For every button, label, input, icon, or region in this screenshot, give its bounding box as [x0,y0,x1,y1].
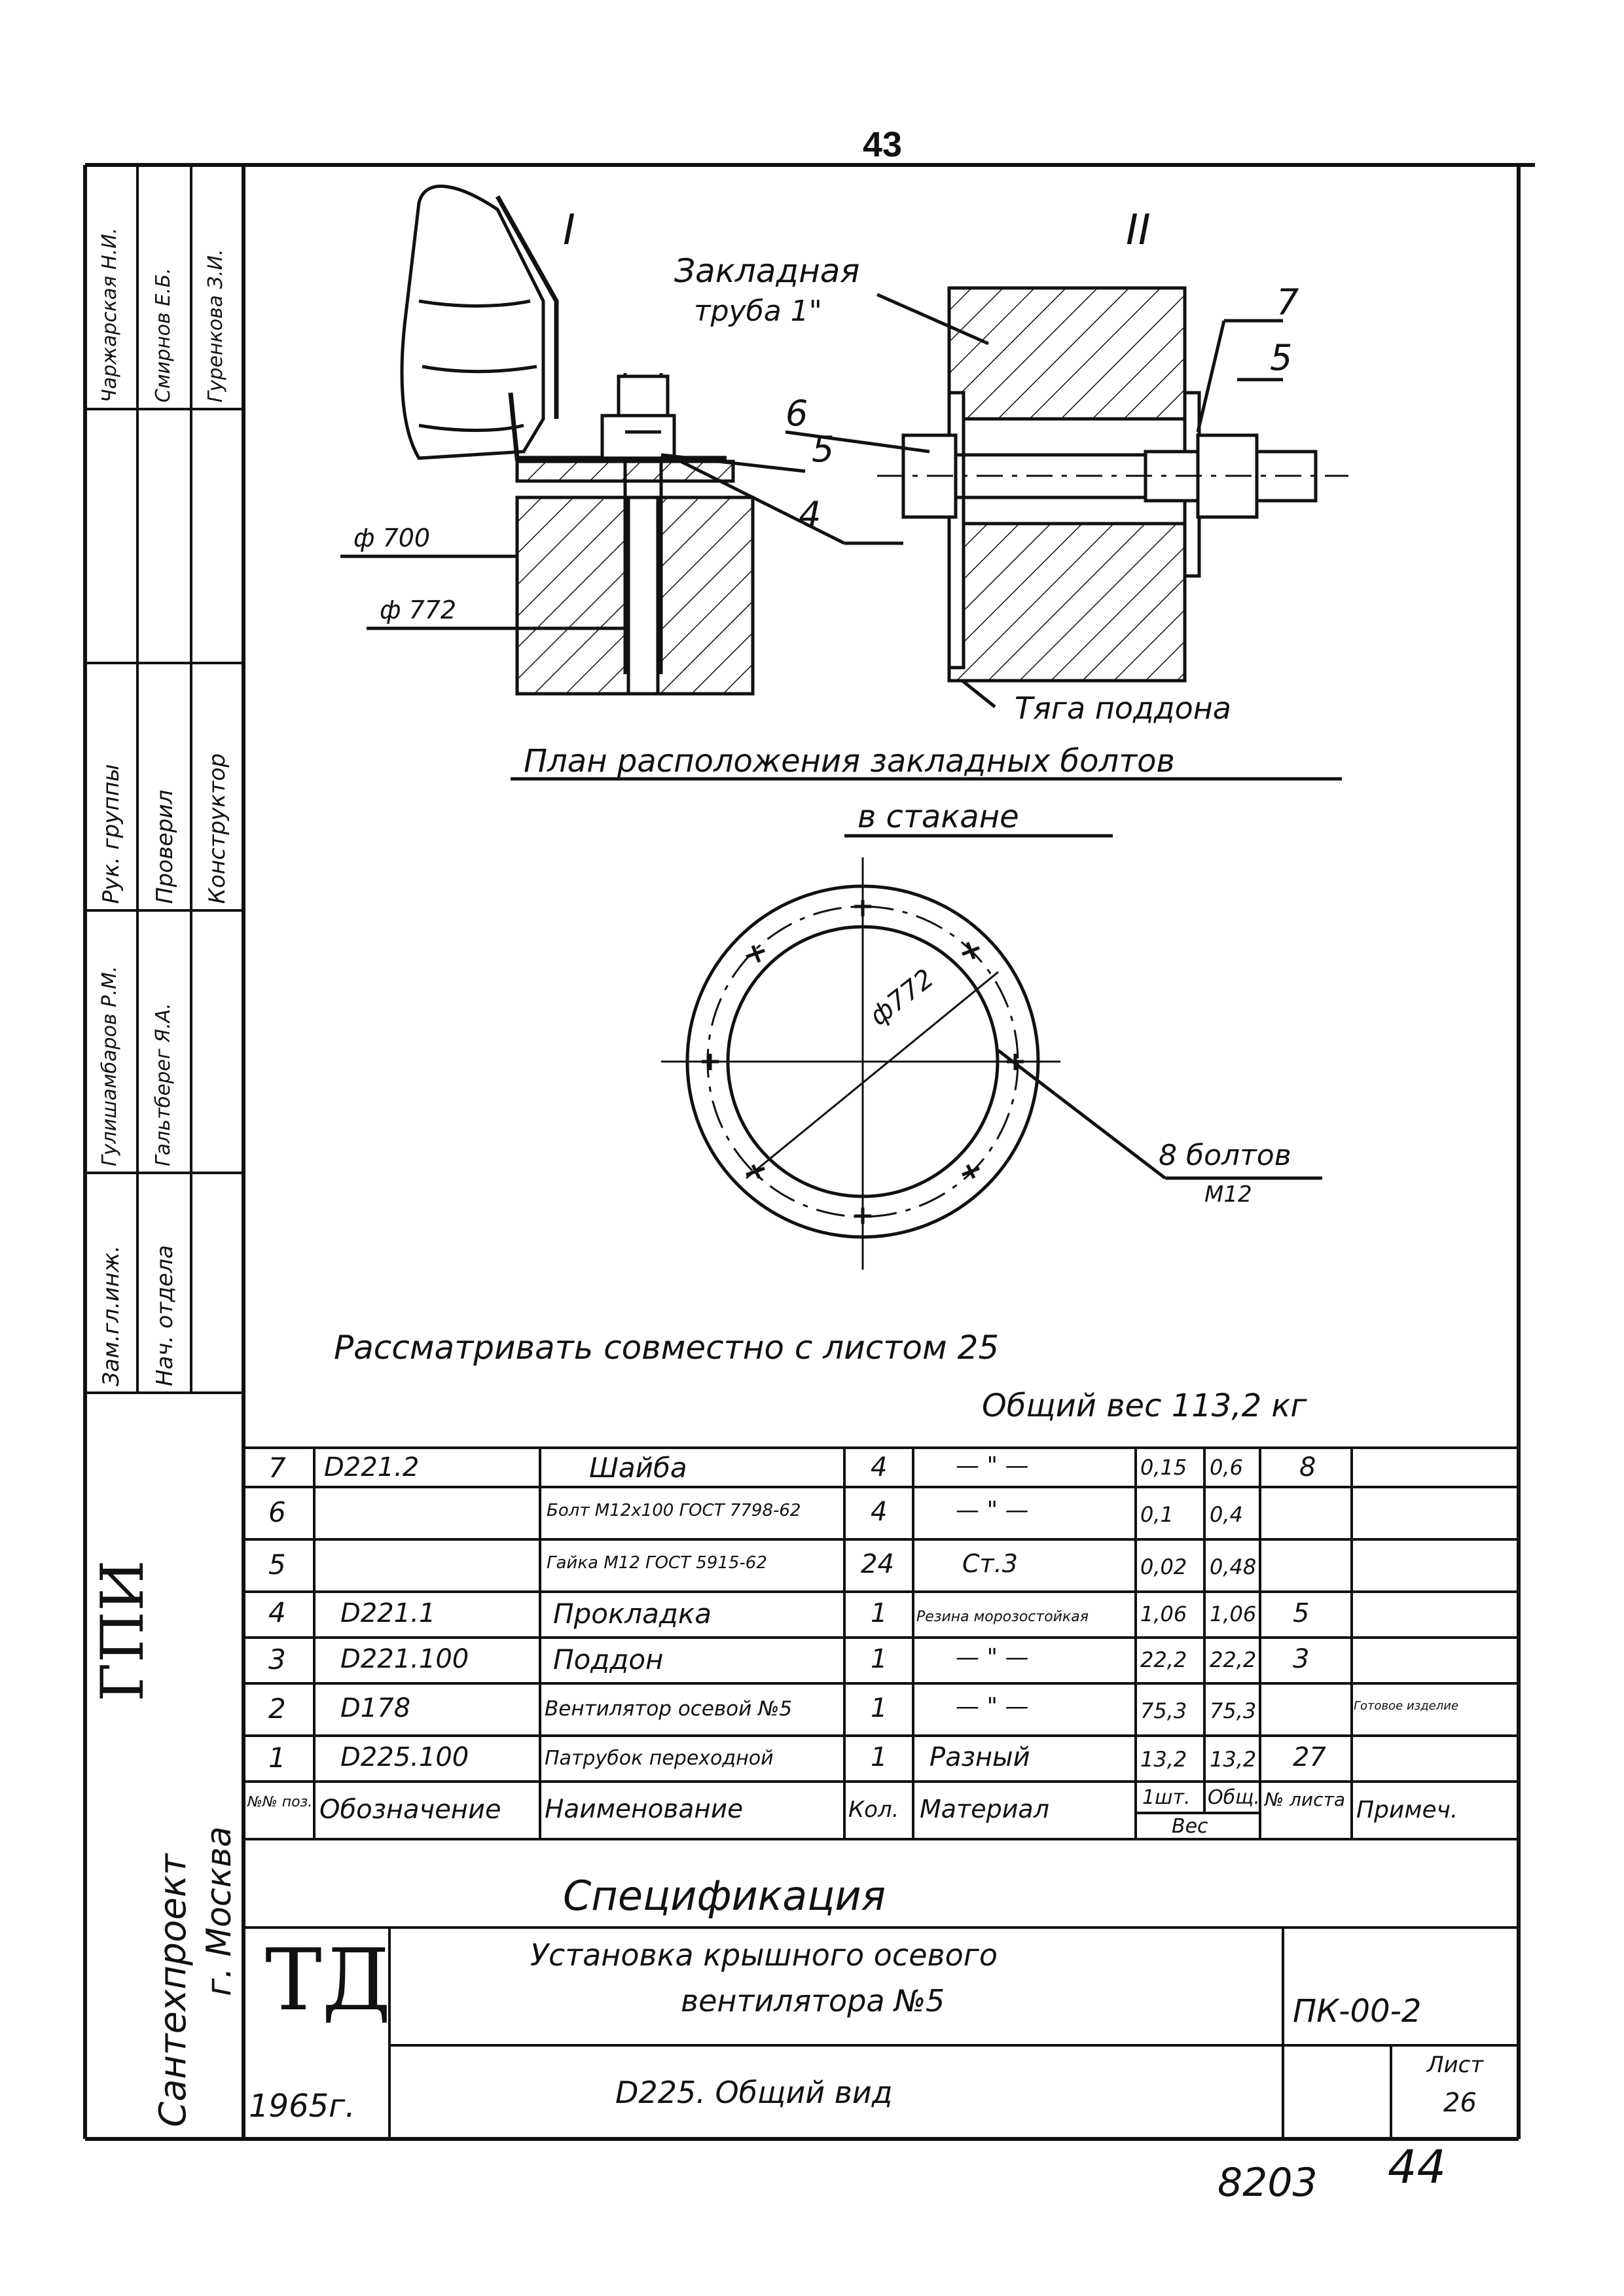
circle-dimension: ф772 [864,963,940,1032]
view-1-label: I [563,206,575,255]
table-cell-qty: 1 [871,1598,888,1628]
table-cell-weight-unit: 22,2 [1140,1647,1187,1672]
table-cell-pos: 5 [268,1549,286,1581]
callout-5-view-2: 5 [1270,337,1293,378]
page-number-top: 43 [863,125,903,164]
header-weight: Вес [1172,1815,1208,1838]
strip-role-dept-head: Нач. отдела [152,1245,178,1386]
view-2-label: II [1126,206,1151,255]
table-cell-name: Вентилятор осевой №5 [545,1697,793,1721]
table-cell-material: — " — [956,1452,1029,1479]
header-weight-total: Общ. [1208,1786,1260,1809]
table-cell-pos: 6 [268,1496,286,1528]
description-line-2: вентилятора №5 [681,1983,945,2018]
drawing-name: D225. Общий вид [615,2075,893,2110]
sheet-number: 26 [1443,2088,1477,2118]
table-cell-pos: 2 [268,1693,286,1725]
embedded-pipe-label: Закладная [674,252,860,290]
table-cell-sheet: 5 [1293,1598,1310,1628]
table-cell-pos: 7 [268,1452,286,1484]
plan-title: План расположения закладных болтов [524,743,1175,780]
strip-role-group-lead: Рук. группы [98,764,124,904]
callout-4: 4 [799,494,821,535]
drawing-code: ПК-00-2 [1293,1993,1422,2030]
table-cell-pos: 3 [268,1643,286,1676]
table-cell-designation: D221.2 [324,1452,420,1482]
table-cell-designation: D221.100 [340,1644,469,1674]
header-designation: Обозначение [319,1795,501,1825]
callout-7: 7 [1276,281,1299,323]
strip-role-designer: Конструктор [204,753,230,904]
table-cell-qty: 1 [871,1693,888,1723]
table-cell-designation: D221.1 [340,1598,436,1628]
td-mark: ТД [265,1930,391,2030]
detail-view-2 [785,288,1348,707]
table-cell-qty: 4 [871,1452,888,1482]
table-cell-weight-total: 13,2 [1210,1747,1257,1772]
total-weight: Общий вес 113,2 кг [982,1388,1307,1424]
table-cell-pos: 4 [268,1596,286,1628]
org-main: ГПИ [88,1560,157,1702]
bolts-size: М12 [1204,1181,1252,1208]
table-cell-name: Патрубок переходной [545,1747,774,1770]
table-cell-qty: 24 [861,1549,894,1579]
header-material: Материал [920,1795,1049,1823]
embedded-pipe-size: труба 1" [694,295,822,328]
table-cell-material: Ст.3 [962,1549,1018,1578]
strip-name-1: Чаржарская Н.И. [98,227,121,403]
table-cell-pos: 1 [268,1742,286,1774]
header-qty: Кол. [848,1797,899,1823]
table-cell-name: Гайка М12 ГОСТ 5915-62 [547,1553,767,1573]
table-cell-weight-total: 0,48 [1210,1554,1257,1579]
strip-role-deputy-chief: Зам.гл.инж. [98,1245,124,1386]
strip-signatory-2: Гальтберег Я.А. [152,1003,175,1166]
strip-name-2: Смирнов Е.Б. [152,268,175,403]
table-cell-weight-total: 1,06 [1210,1602,1257,1626]
table-cell-weight-total: 0,6 [1210,1455,1243,1480]
year: 1965г. [249,2088,355,2125]
table-cell-qty: 1 [871,1742,888,1772]
table-cell-sheet: 27 [1293,1742,1326,1772]
table-cell-sheet: 3 [1293,1644,1310,1674]
table-cell-weight-unit: 1,06 [1140,1602,1187,1626]
table-cell-name: Прокладка [553,1598,712,1630]
table-cell-weight-total: 75,3 [1210,1698,1257,1723]
table-cell-qty: 4 [871,1497,888,1527]
page-number-bottom-right: 44 [1388,2140,1447,2194]
header-sheet: № листа [1265,1789,1345,1810]
header-note: Примеч. [1356,1797,1458,1823]
table-cell-sheet: 8 [1299,1452,1316,1482]
org-sub-1: Сантехпроект [152,1854,194,2127]
page-number-bottom-left: 8203 [1218,2160,1318,2206]
table-cell-name: Шайба [589,1452,687,1484]
table-cell-note: Готовое изделие [1354,1699,1459,1713]
table-cell-name: Поддон [553,1643,664,1676]
callout-5-view-1: 5 [812,429,835,470]
org-sub-2: г. Москва [200,1826,239,1996]
table-cell-weight-unit: 0,02 [1140,1554,1187,1579]
strip-signatory-1: Гулишамбаров Р.М. [98,965,121,1166]
callout-6: 6 [785,393,808,434]
table-cell-material: Резина морозостойкая [916,1609,1089,1625]
strip-role-checked: Проверил [152,789,178,904]
plan-subtitle: в стакане [857,798,1019,835]
table-cell-name: Болт М12х100 ГОСТ 7798-62 [547,1501,801,1520]
tie-label: Тяга поддона [1015,691,1231,726]
header-weight-unit: 1шт. [1142,1786,1191,1809]
table-cell-material: Разный [929,1742,1030,1772]
table-cell-weight-unit: 13,2 [1140,1747,1187,1772]
spec-title: Спецификация [563,1872,886,1920]
table-cell-weight-unit: 0,1 [1140,1502,1174,1527]
table-cell-designation: D225.100 [340,1742,469,1772]
table-cell-weight-total: 22,2 [1210,1647,1257,1672]
description-line-1: Установка крышного осевого [530,1937,998,1973]
table-cell-weight-total: 0,4 [1210,1502,1243,1527]
table-cell-weight-unit: 0,15 [1140,1455,1187,1480]
sheet-label: Лист [1427,2052,1484,2078]
table-cell-designation: D178 [340,1693,411,1723]
header-name: Наименование [545,1795,744,1824]
bolts-count: 8 болтов [1159,1139,1291,1172]
table-cell-material: — " — [956,1644,1029,1671]
table-cell-qty: 1 [871,1644,888,1674]
dimension-700: ф 700 [353,524,431,552]
table-cell-weight-unit: 75,3 [1140,1698,1187,1723]
table-cell-material: — " — [956,1497,1029,1524]
dimension-772: ф 772 [380,596,457,624]
header-pos: №№ поз. [247,1794,313,1810]
table-cell-material: — " — [956,1693,1029,1720]
strip-name-3: Гуренкова З.И. [204,249,227,403]
drawing-note: Рассматривать совместно с листом 25 [334,1329,1000,1367]
